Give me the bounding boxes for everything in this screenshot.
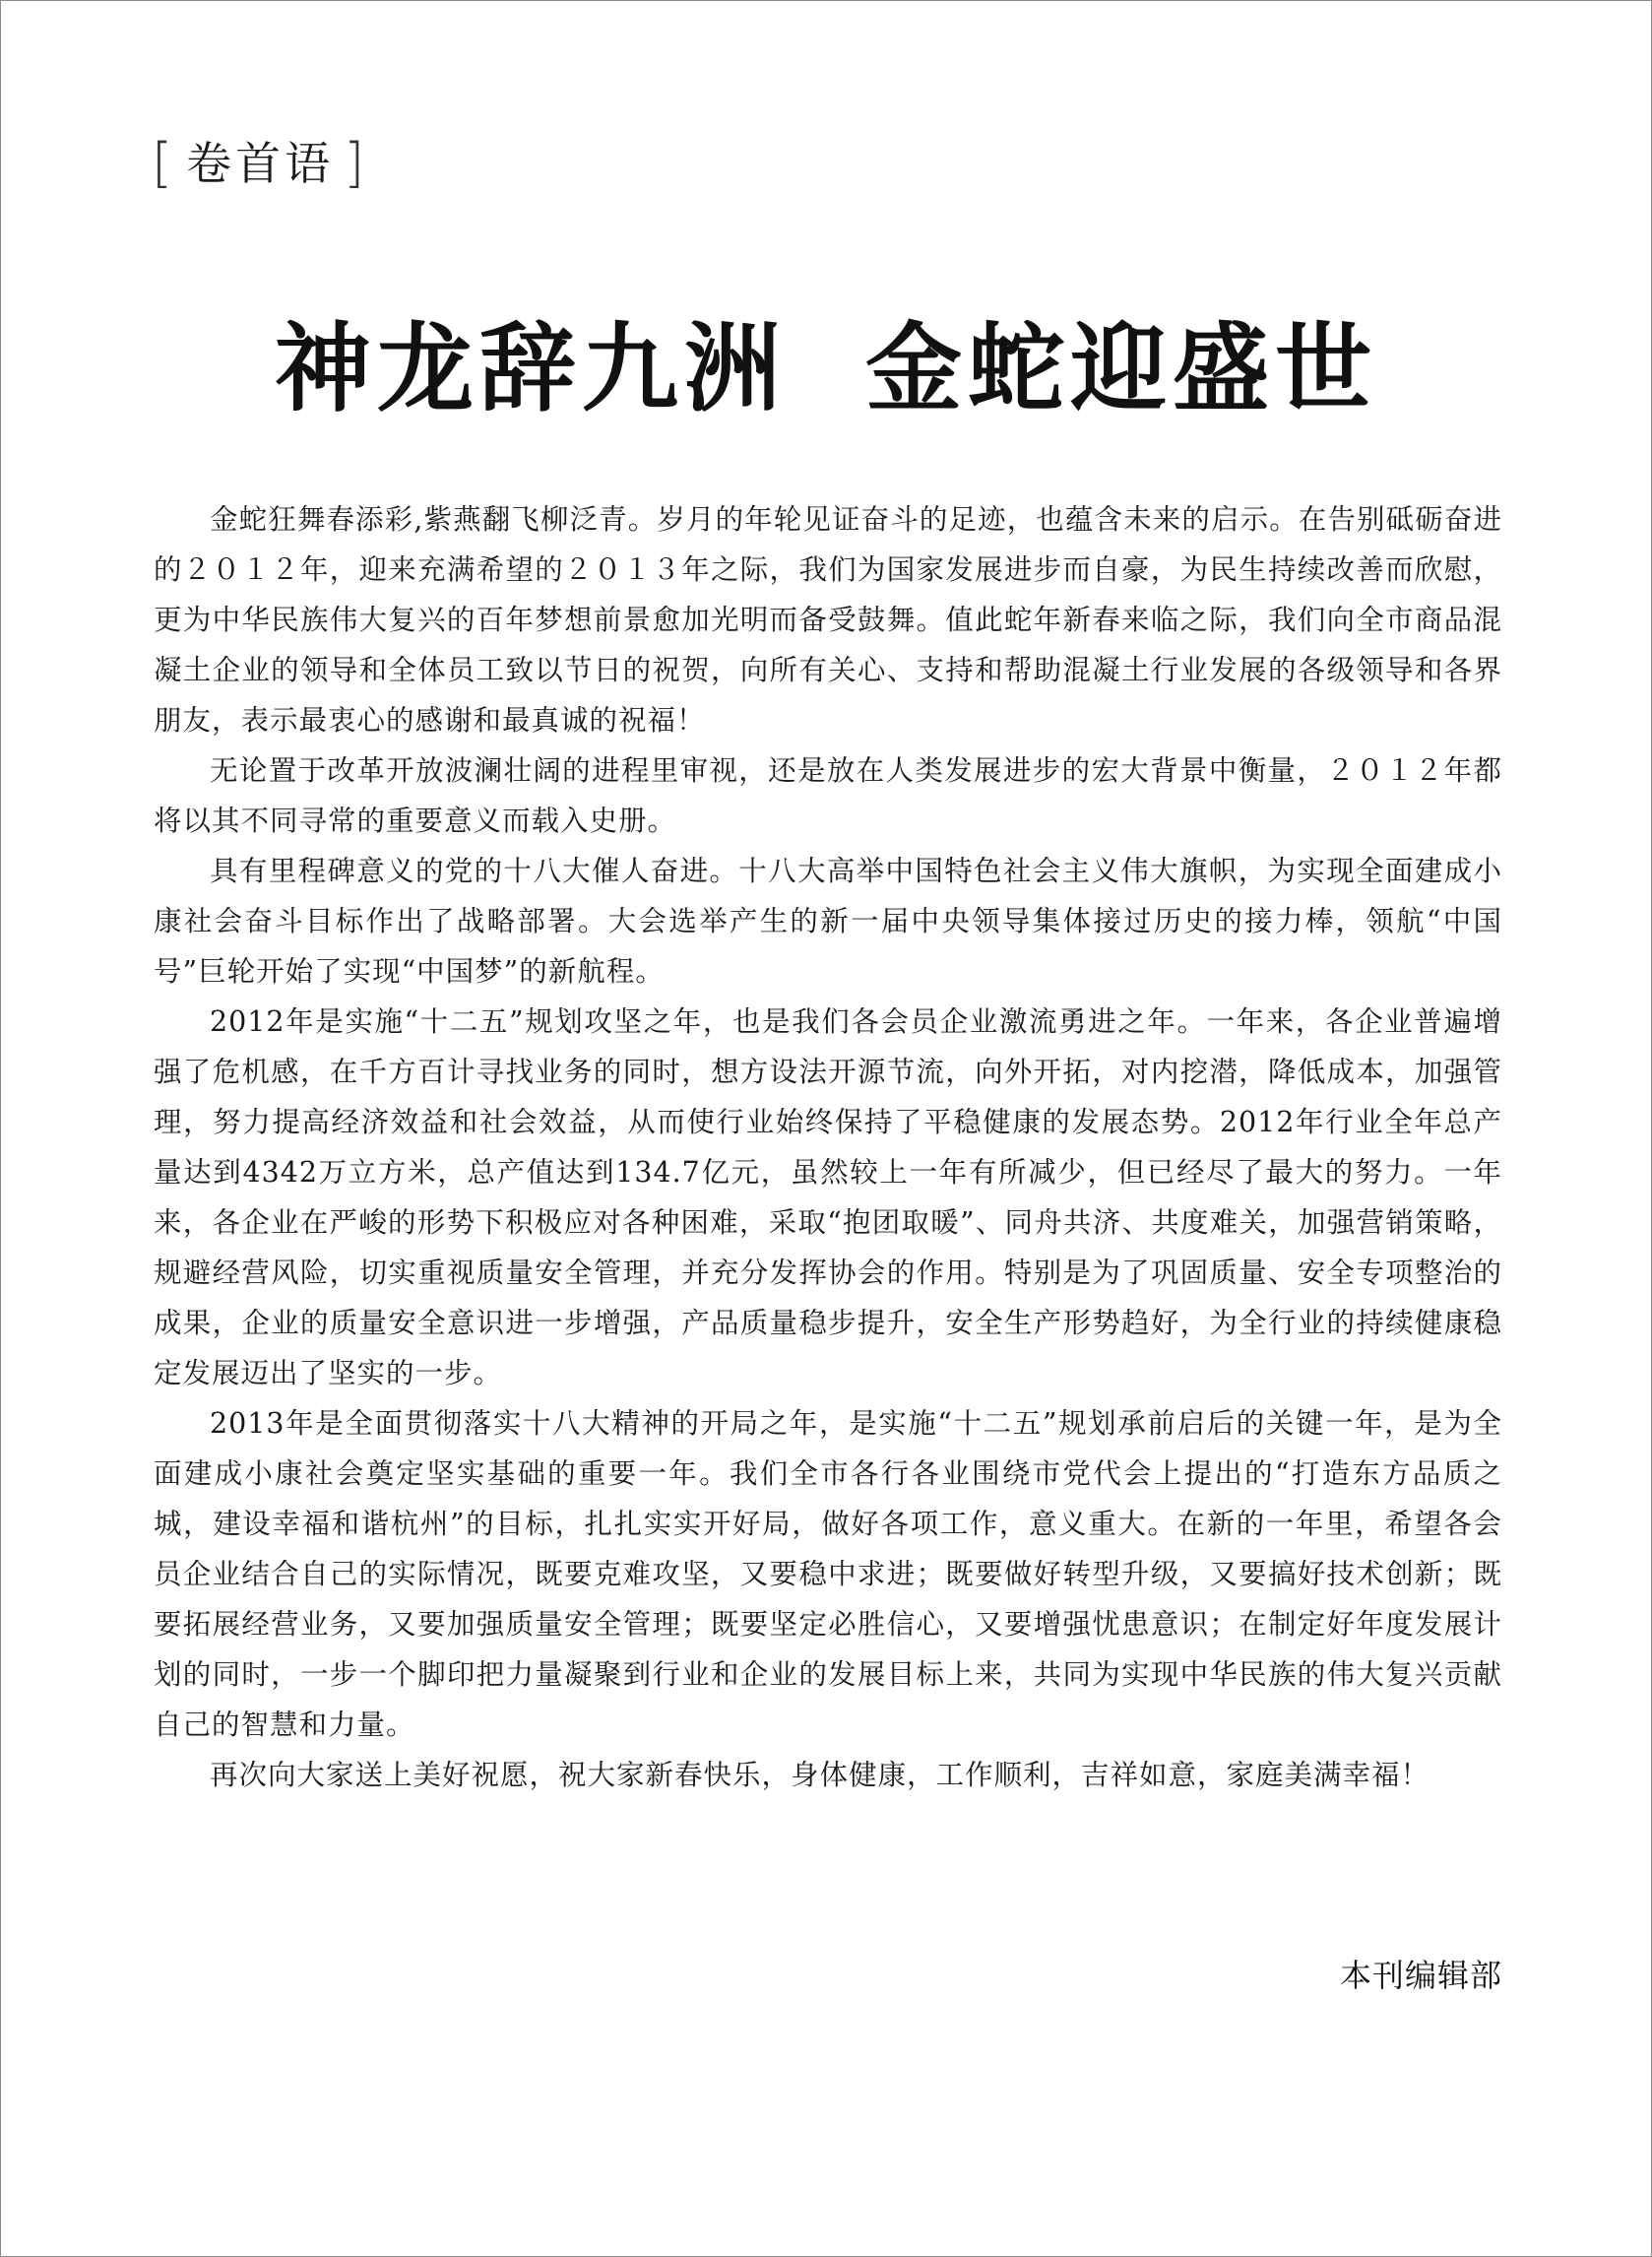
- paragraph: 2013年是全面贯彻落实十八大精神的开局之年，是实施“十二五”规划承前启后的关键一年，是为全面建成小康社会奠定坚实基础的重要一年。我们全市各行各业围绕市党代会上提出的“打造东方品质之城，建设幸福和谐杭州”的目标，扎扎实实开好局，做好各项工作，意义重大。在新的一年里，希望各会员企业结合自己的实际情况，既要克难攻坚，又要稳中求进；既要做好转型升级，又要搞好技术创新；既要拓展经营业务，又要加强质量安全管理；既要坚定必胜信心，又要增强忧患意识；在制定好年度发展计划的同时，一步一个脚印把力量凝聚到行业和企业的发展目标上来，共同为实现中华民族的伟大复兴贡献自己的智慧和力量。: [154, 1407, 1502, 1741]
- article-body: [154, 494, 1502, 1800]
- paragraph: 具有里程碑意义的党的十八大催人奋进。十八大高举中国特色社会主义伟大旗帜，为实现全面建成小康社会奋斗目标作出了战略部署。大会选举产生的新一届中央领导集体接过历史的接力棒，领航“中国号”巨轮开始了实现“中国梦”的新航程。: [154, 855, 1502, 988]
- headline: 神龙辞九洲 金蛇迎盛世: [274, 312, 1378, 425]
- section-label: [152, 134, 368, 193]
- signature: 本刊编辑部: [1339, 1957, 1502, 1994]
- section-open-bracket: [: [152, 132, 177, 194]
- paragraph: 2012年是实施“十二五”规划攻坚之年，也是我们各会员企业激流勇进之年。一年来，各企业普遍增强了危机感，在千方百计寻找业务的同时，想方设法开源节流，向外开拓，对内挖潜，降低成本，加强管理，努力提高经济效益和社会效益，从而使行业始终保持了平稳健康的发展态势。2012年行业全年总产量达到4342万立方米，总产值达到134.7亿元，虽然较上一年有所减少，但已经尽了最大的努力。一年来，各企业在严峻的形势下积极应对各种困难，采取“抱团取暖”、同舟共济、共度难关，加强营销策略，规避经营风险，切实重视质量安全管理，并充分发挥协会的作用。特别是为了巩固质量、安全专项整治的成果，企业的质量安全意识进一步增强，产品质量稳步提升，安全生产形势趋好，为全行业的持续健康稳定发展迈出了坚实的一步。: [154, 1005, 1502, 1389]
- paragraph: 金蛇狂舞春添彩,紫燕翻飞柳泛青。岁月的年轮见证奋斗的足迹，也蕴含未来的启示。在告别砥砺奋进的２０１２年，迎来充满希望的２０１３年之际，我们为国家发展进步而自豪，为民生持续改善而欣慰，更为中华民族伟大复兴的百年梦想前景愈加光明而备受鼓舞。值此蛇年新春来临之际，我们向全市商品混凝土企业的领导和全体员工致以节日的祝贺，向所有关心、支持和帮助混凝土行业发展的各级领导和各界朋友，表示最衷心的感谢和最真诚的祝福！: [154, 503, 1502, 737]
- section-close-bracket: ]: [344, 132, 369, 194]
- paragraph: 再次向大家送上美好祝愿，祝大家新春快乐，身体健康，工作顺利，吉祥如意，家庭美满幸福！: [210, 1759, 1430, 1791]
- paragraph: 无论置于改革开放波澜壮阔的进程里审视，还是放在人类发展进步的宏大背景中衡量，２０１２年都将以其不同寻常的重要意义而载入史册。: [154, 754, 1502, 837]
- section-label-text: 卷首语: [186, 137, 335, 190]
